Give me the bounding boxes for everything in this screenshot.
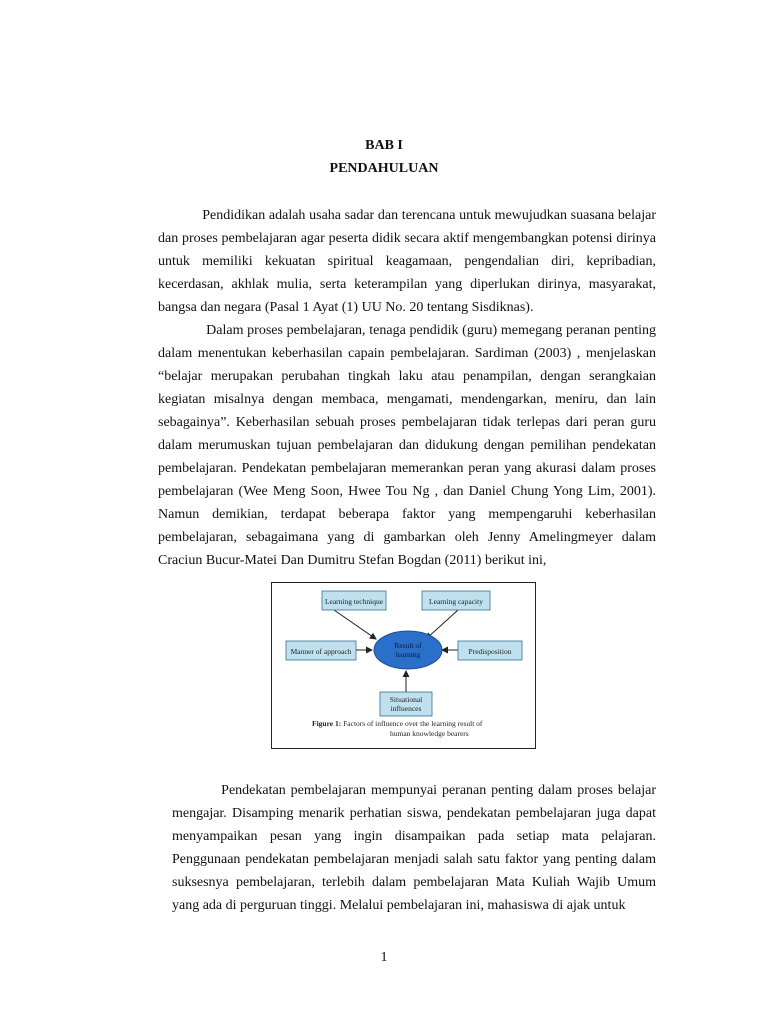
result-of-learning-ellipse	[374, 631, 442, 669]
box-learning-technique	[322, 591, 386, 610]
box-predisposition	[458, 641, 522, 660]
box-label-line2: influences	[390, 704, 422, 713]
paragraph-2: Dalam proses pembelajaran, tenaga pendidik (guru) memegang peranan penting dalam menentukan keberhasilan capain pembelajaran. Sardiman (2003) , menjelaskan “belajar merupakan perubahan tingkah laku atau penampilan, dengan serangkaian kegiatan misalnya dengan membaca, mengamati, mendengarkan, meniru, dan lain sebagainya”. Keberhasilan sebuah proses pembelajaran tidak terlepas dari peran guru dalam merumuskan tujuan pembelajaran dan didukung dengan pemilihan pendekatan pembelajaran. Pendekatan pembelajaran memerankan peran yang akurasi dalam proses pembelajaran (Wee Meng Soon, Hwee Tou Ng , dan Daniel Chung Yong Lim, 2001). Namun demikian, terdapat beberapa faktor yang mempengaruhi keberhasilan pembelajaran, sebagaimana yang di gambarkan oleh Jenny Amelingmeyer dalam Craciun Bucur-Matei Dan Dumitru Stefan Bogdan (2011) berikut ini,	[158, 323, 656, 568]
arrow-capacity	[426, 610, 458, 639]
chapter-number: BAB I	[365, 138, 403, 153]
box-label: Learning technique	[324, 597, 384, 606]
figure-caption-label: Figure 1:	[312, 719, 342, 728]
box-learning-capacity	[422, 591, 490, 610]
page-number: 1	[380, 950, 388, 965]
box-label: Manner of approach	[290, 647, 352, 656]
box-situational-influences	[380, 692, 432, 716]
arrow-technique	[334, 610, 376, 639]
figure-caption-text: Factors of influence over the learning result of	[341, 719, 483, 728]
figure-factors-of-learning	[271, 582, 536, 749]
figure-caption-line1	[312, 719, 483, 728]
ellipse-label-line1: Result of	[394, 641, 422, 650]
box-manner-of-approach	[286, 641, 356, 660]
paragraph-1: Pendidikan adalah usaha sadar dan terencana untuk mewujudkan suasana belajar dan proses pembelajaran agar peserta didik secara aktif mengembangkan potensi dirinya untuk memiliki kekuatan spiritual keagamaan, pengendalian diri, kepribadian, kecerdasan, akhlak mulia, serta keterampilan yang diperlukan dirinya, masyarakat, bangsa dan negara (Pasal 1 Ayat (1) UU No. 20 tentang Sisdiknas).	[158, 208, 656, 315]
paragraph-3: Pendekatan pembelajaran mempunyai peranan penting dalam proses belajar mengajar. Disamping menarik perhatian siswa, pendekatan pembelajaran juga dapat menyampaikan pesan yang ingin disampaikan pada setiap mata pelajaran. Penggunaan pendekatan pembelajaran menjadi salah satu faktor yang penting dalam suksesnya pembelajaran, terlebih dalam pembelajaran Mata Kuliah Wajib Umum yang ada di perguruan tinggi. Melalui pembelajaran ini, mahasiswa di ajak untuk	[172, 783, 656, 913]
chapter-title: PENDAHULUAN	[329, 161, 439, 176]
box-label-line1: Situational	[389, 695, 423, 704]
box-label: Predisposition	[468, 647, 512, 656]
figure-caption-line2: human knowledge bearers	[390, 729, 469, 738]
box-label: Learning capacity	[429, 597, 483, 606]
ellipse-label-line2: learning	[395, 650, 421, 659]
